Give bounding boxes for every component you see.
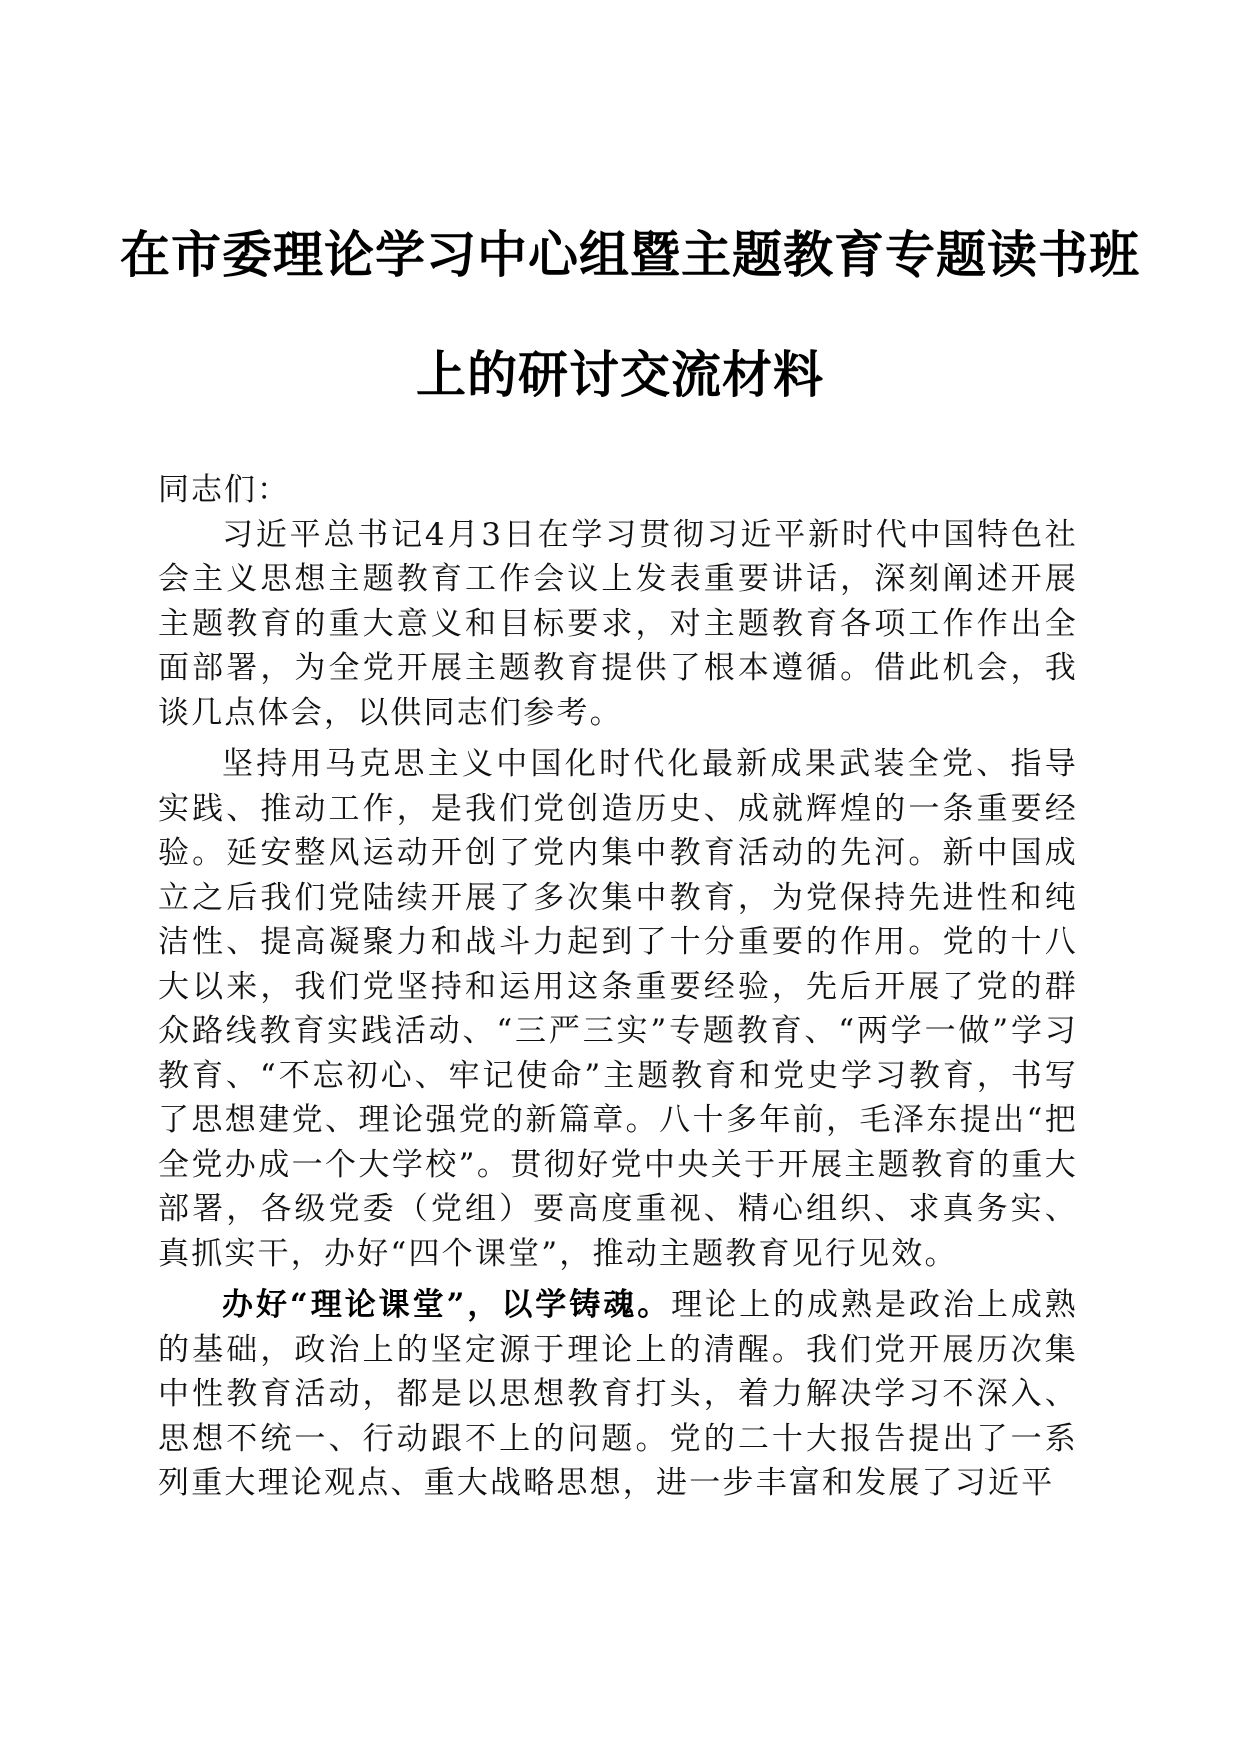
paragraph-text: 习近平总书记4月3日在学习贯彻习近平新时代中国特色社会主义思想主题教育工作会议上发表重要讲话，深刻阐述开展主题教育的重大意义和目标要求，对主题教育各项工作作出全面部署，为全党开展主题教育提供了根本遵循。借此机会，我谈几点体会，以供同志们参考。: [158, 516, 1078, 731]
paragraph-text: 理论上的成熟是政治上成熟的基础，政治上的坚定源于理论上的清醒。我们党开展历次集中性教育活动，都是以思想教育打头，着力解决学习不深入、思想不统一、行动跟不上的问题。党的二十大报告提出了一系列重大理论观点、重大战略思想，进一步丰富和发展了习近平: [158, 1287, 1078, 1501]
paragraph-intro: [158, 513, 1078, 736]
paragraph-theory-classroom: [158, 1283, 1078, 1506]
document-title-line-2: 上的研讨交流材料: [416, 345, 824, 404]
paragraph-lead-heading: 办好“理论课堂”，以学铸魂。: [222, 1287, 672, 1323]
document-body: [158, 468, 1078, 1506]
paragraph-background: [158, 742, 1078, 1276]
salutation: 同志们：: [158, 472, 290, 508]
document-title-line-1: 在市委理论学习中心组暨主题教育专题读书班: [120, 225, 1140, 284]
paragraph-text: 坚持用马克思主义中国化时代化最新成果武装全党、指导实践、推动工作，是我们党创造历史、成就辉煌的一条重要经验。延安整风运动开创了党内集中教育活动的先河。新中国成立之后我们党陆续开展了多次集中教育，为党保持先进性和纯洁性、提高凝聚力和战斗力起到了十分重要的作用。党的十八大以来，我们党坚持和运用这条重要经验，先后开展了党的群众路线教育实践活动、“三严三实”专题教育、“两学一做”学习教育、“不忘初心、牢记使命”主题教育和党史学习教育，书写了思想建党、理论强党的新篇章。八十多年前，毛泽东提出“把全党办成一个大学校”。贯彻好党中央关于开展主题教育的重大部署，各级党委（党组）要高度重视、精心组织、求真务实、真抓实干，办好“四个课堂”，推动主题教育见行见效。: [158, 746, 1078, 1272]
